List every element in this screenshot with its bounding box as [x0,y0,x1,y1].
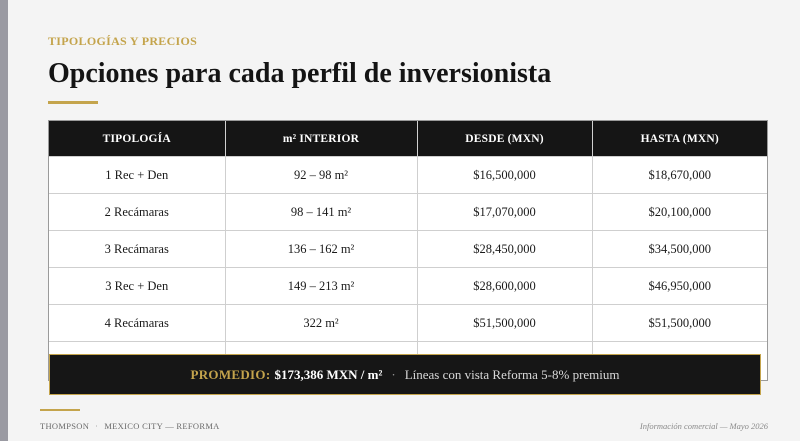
cell-tipologia: 4 Recámaras [49,305,225,342]
column-header-m2-interior: m² INTERIOR [225,121,417,157]
table-row [49,305,767,342]
cell-hasta: $20,100,000 [592,194,767,231]
left-accent-bar [0,0,8,441]
cell-m2: 322 m² [225,305,417,342]
average-label: PROMEDIO: [190,366,271,382]
cell-desde: $51,500,000 [417,305,592,342]
footer-rule [40,409,80,411]
cell-hasta: $34,500,000 [592,231,767,268]
cell-desde: $16,500,000 [417,157,592,194]
cell-tipologia: 2 Recámaras [49,194,225,231]
cell-tipologia: 3 Rec + Den [49,268,225,305]
cell-m2: 98 – 141 m² [225,194,417,231]
table-row [49,231,767,268]
page-title: Opciones para cada perfil de inversionista [48,58,552,89]
cell-hasta: $46,950,000 [592,268,767,305]
cell-tipologia: 1 Rec + Den [49,157,225,194]
cell-tipologia: 3 Recámaras [49,231,225,268]
table-row [49,268,767,305]
cell-m2: 92 – 98 m² [225,157,417,194]
banner-separator: · [391,366,396,382]
section-eyebrow: TIPOLOGÍAS Y PRECIOS [48,34,198,48]
table-header-row [49,121,767,157]
cell-desde: $28,600,000 [417,268,592,305]
average-value: $173,386 MXN / m² [274,366,383,382]
cell-hasta: $18,670,000 [592,157,767,194]
premium-note: Líneas con vista Reforma 5-8% premium [404,366,620,382]
footer-brand-name: THOMPSON [40,421,90,431]
cell-desde: $17,070,000 [417,194,592,231]
cell-desde: $28,450,000 [417,231,592,268]
cell-hasta: $51,500,000 [592,305,767,342]
footer-separator: · [95,421,99,431]
cell-m2: 136 – 162 m² [225,231,417,268]
table-row [49,194,767,231]
footer-note: Información comercial — Mayo 2026 [639,421,768,431]
title-underline [48,101,98,104]
pricing-table [48,120,768,381]
average-price-banner [49,354,761,395]
table-row [49,157,767,194]
footer-brand [40,421,220,431]
footer-location: MEXICO CITY — REFORMA [104,421,220,431]
column-header-tipologia: TIPOLOGÍA [49,121,225,157]
cell-m2: 149 – 213 m² [225,268,417,305]
column-header-desde: DESDE (MXN) [417,121,592,157]
column-header-hasta: HASTA (MXN) [592,121,767,157]
